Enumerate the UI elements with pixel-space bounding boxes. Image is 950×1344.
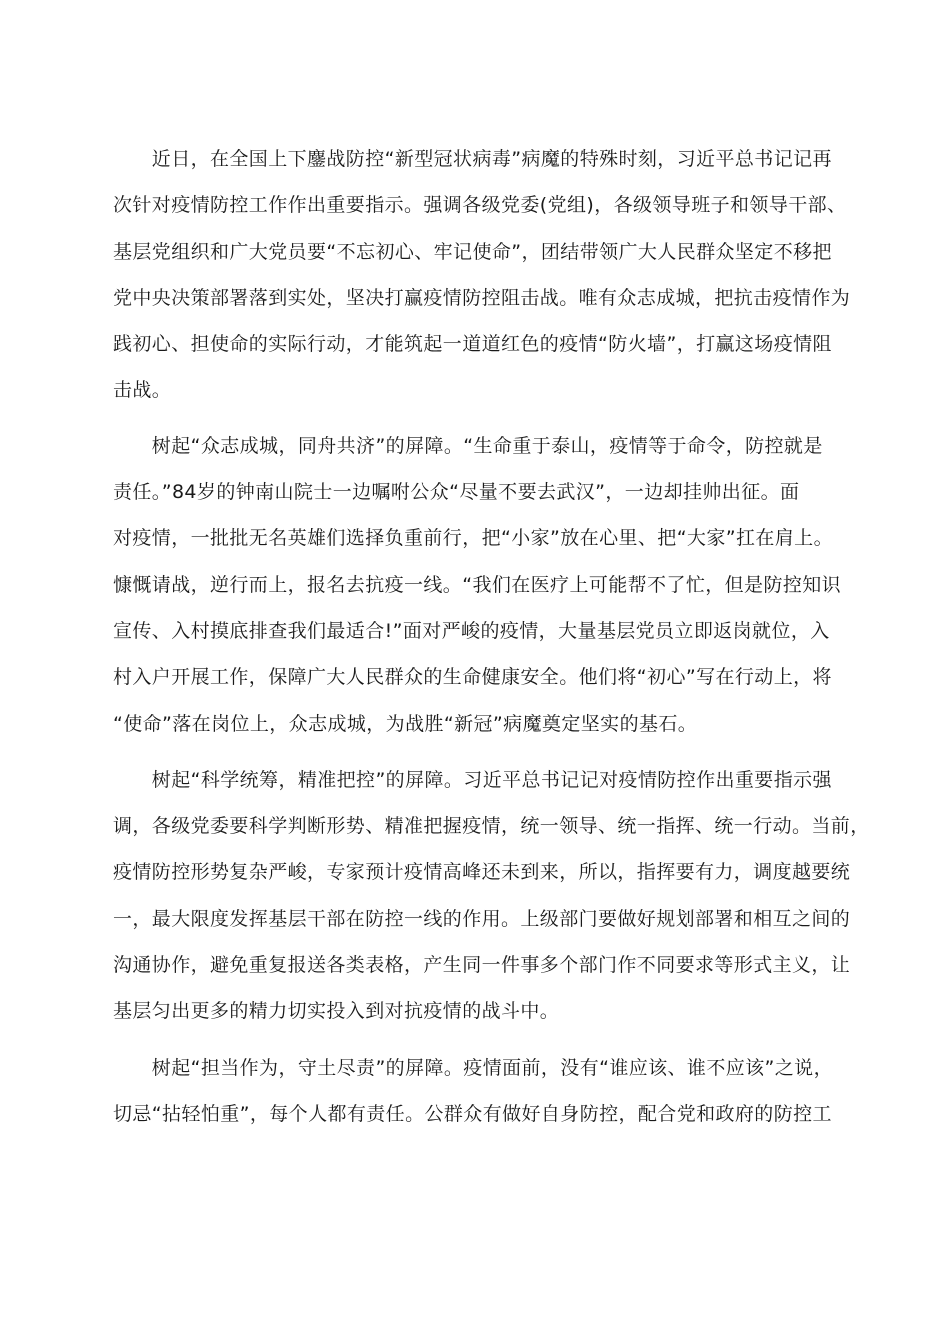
text-line: 一，最大限度发挥基层干部在防控一线的作用。上级部门要做好规划部署和相互之间的 bbox=[113, 907, 851, 930]
text-line: 村入户开展工作，保障广大人民群众的生命健康安全。他们将“初心”写在行动上，将 bbox=[113, 666, 832, 689]
document-body bbox=[113, 136, 893, 1137]
paragraph-responsibility bbox=[113, 1045, 893, 1138]
paragraph-spacer bbox=[113, 1035, 893, 1045]
paragraph-spacer bbox=[113, 414, 893, 423]
paragraph-unity bbox=[113, 423, 893, 747]
text-line: 沟通协作，避免重复报送各类表格，产生同一件事多个部门作不同要求等形式主义，让 bbox=[113, 954, 851, 977]
text-line: 践初心、担使命的实际行动，才能筑起一道道红色的疫情“防火墙”，打赢这场疫情阻 bbox=[113, 333, 832, 356]
text-line: 调，各级党委要科学判断形势、精准把握疫情，统一领导、统一指挥、统一行动。当前， bbox=[113, 815, 870, 838]
paragraph-intro bbox=[113, 136, 893, 414]
text-line: 疫情防控形势复杂严峻，专家预计疫情高峰还未到来，所以，指挥要有力，调度越要统 bbox=[113, 861, 851, 884]
text-line: 慷慨请战，逆行而上，报名去抗疫一线。“我们在医疗上可能帮不了忙，但是防控知识 bbox=[113, 573, 842, 596]
paragraph-coordination bbox=[113, 757, 893, 1035]
text-line: 宣传、入村摸底排查我们最适合!”面对严峻的疫情，大量基层党员立即返岗就位，入 bbox=[113, 619, 830, 642]
text-line: 次针对疫情防控工作作出重要指示。强调各级党委(党组)，各级领导班子和领导干部、 bbox=[113, 194, 847, 217]
text-line: 树起“科学统筹，精准把控”的屏障。习近平总书记记对疫情防控作出重要指示强 bbox=[113, 768, 832, 791]
paragraph-spacer bbox=[113, 747, 893, 757]
text-line: 切忌“拈轻怕重”，每个人都有责任。公群众有做好自身防控，配合党和政府的防控工 bbox=[113, 1102, 832, 1125]
text-line: 树起“担当作为，守土尽责”的屏障。疫情面前，没有“谁应该、谁不应该”之说， bbox=[113, 1056, 833, 1079]
text-line: 党中央决策部署落到实处，坚决打赢疫情防控阻击战。唯有众志成城，把抗击疫情作为 bbox=[113, 286, 851, 309]
text-line: 击战。 bbox=[113, 379, 172, 402]
text-line: 基层匀出更多的精力切实投入到对抗疫情的战斗中。 bbox=[113, 1000, 560, 1023]
text-line: 责任。”84岁的钟南山院士一边嘱咐公众“尽量不要去武汉”，一边却挂帅出征。面 bbox=[113, 481, 800, 504]
text-line: 对疫情，一批批无名英雄们选择负重前行，把“小家”放在心里、把“大家”扛在肩上。 bbox=[113, 527, 833, 550]
text-line: 近日，在全国上下鏖战防控“新型冠状病毒”病魔的特殊时刻，习近平总书记记再 bbox=[113, 148, 832, 170]
text-line: “使命”落在岗位上，众志成城，为战胜“新冠”病魔奠定坚实的基石。 bbox=[113, 712, 698, 735]
text-line: 基层党组织和广大党员要“不忘初心、牢记使命”，团结带领广大人民群众坚定不移把 bbox=[113, 240, 832, 263]
text-line: 树起“众志成城，同舟共济”的屏障。“生命重于泰山，疫情等于命令，防控就是 bbox=[113, 434, 823, 457]
